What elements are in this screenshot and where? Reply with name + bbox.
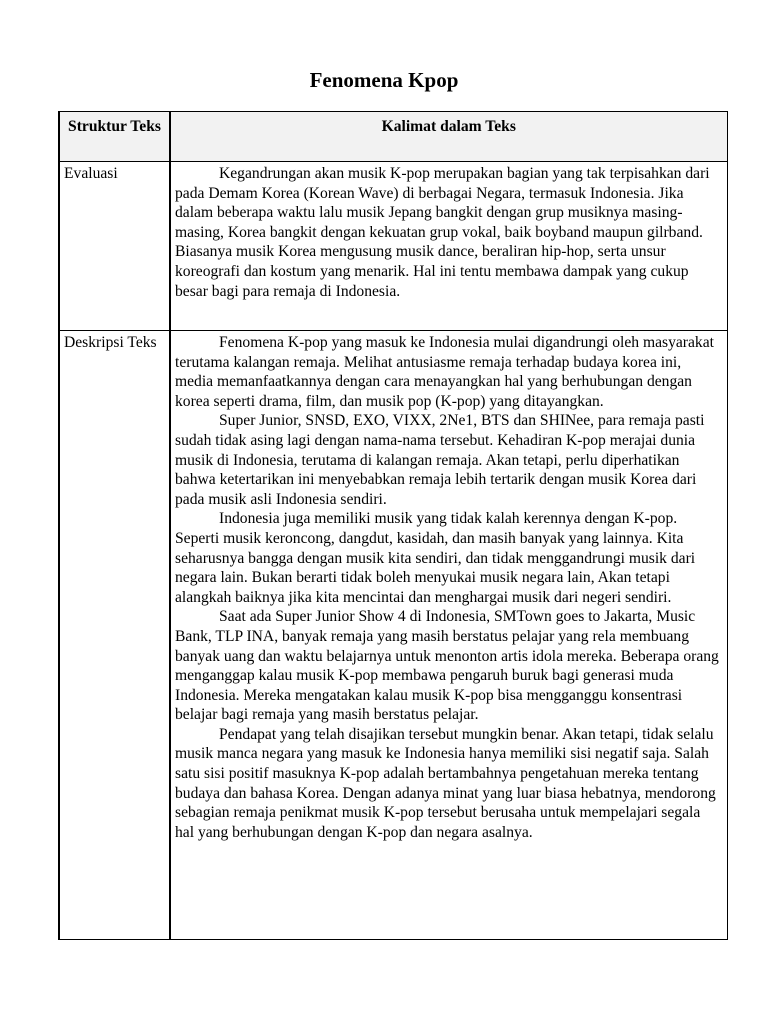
row-text-evaluasi — [170, 162, 727, 331]
structure-table — [58, 111, 728, 940]
document-title: Fenomena Kpop — [309, 68, 459, 92]
paragraph: Saat ada Super Junior Show 4 di Indonesia, SMTown goes to Jakarta, Music Bank, TLP INA, banyak remaja yang masih berstatus pelajar yang rela membuang banyak uang dan waktu belajarnya untuk menonton artis idola mereka. Beberapa orang menganggap kalau musik K-pop membawa pengaruh buruk bagi generasi muda Indonesia. Mereka mengatakan kalau musik K-pop bisa mengganggu konsentrasi belajar bagi remaja yang masih berstatus pelajar. — [175, 608, 719, 724]
paragraph: Pendapat yang telah disajikan tersebut mungkin benar. Akan tetapi, tidak selalu musik manca negara yang masuk ke Indonesia hanya memiliki sisi negatif saja. Salah satu sisi positif masuknya K-pop adalah bertambahnya pengetahuan mereka tentang budaya dan bahasa Korea. Dengan adanya minat yang luar biasa hebatnya, mendorong sebagian remaja penikmat musik K-pop tersebut berusaha untuk mempelajari segala hal yang berhubungan dengan K-pop dan negara asalnya. — [175, 725, 716, 841]
header-struktur-teks: Struktur Teks — [59, 112, 170, 162]
paragraph: Kegandrungan akan musik K-pop merupakan bagian yang tak terpisahkan dari pada Demam Korea (Korean Wave) di berbagai Negara, termasuk Indonesia. Jika dalam beberapa waktu lalu musik Jepang bangkit dengan grup musiknya masing-masing, Korea bangkit dengan kekuatan grup vokal, baik boyband maupun gilrband. Biasanya musik Korea mengusung musik dance, beraliran hip-hop, serta unsur koreografi dan kostum yang menarik. Hal ini tentu membawa dampak yang cukup besar bagi para remaja di Indonesia. — [175, 165, 710, 300]
paragraph: Super Junior, SNSD, EXO, VIXX, 2Ne1, BTS dan SHINee, para remaja pasti sudah tidak asing lagi dengan nama-nama tersebut. Kehadiran K-pop merajai dunia musik di Indonesia, terutama di kalangan remaja. Akan tetapi, perlu diperhatikan bahwa ketertarikan ini menyebabkan remaja lebih tertarik dengan musik Korea dari pada musik asli Indonesia sendiri. — [175, 412, 705, 508]
table-header-row — [59, 112, 727, 162]
header-kalimat-dalam-teks: Kalimat dalam Teks — [170, 112, 727, 162]
table-row — [59, 162, 727, 331]
row-text-deskripsi-teks — [170, 331, 727, 940]
table-row — [59, 331, 727, 940]
row-label-deskripsi-teks: Deskripsi Teks — [59, 331, 170, 940]
paragraph: Fenomena K-pop yang masuk ke Indonesia mulai digandrungi oleh masyarakat terutama kalangan remaja. Melihat antusiasme remaja terhadap budaya korea ini, media memanfaatkannya dengan cara menayangkan hal yang berhubungan dengan korea seperti drama, film, dan musik pop (K-pop) yang ditayangkan. — [175, 334, 714, 410]
paragraph: Indonesia juga memiliki musik yang tidak kalah kerennya dengan K-pop. Seperti musik keroncong, dangdut, kasidah, dan masih banyak yang lainnya. Kita seharusnya bangga dengan musik kita sendiri, dan tidak menggandrungi musik dari negara lain. Bukan berarti tidak boleh menyukai musik negara lain, Akan tetapi alangkah baiknya jika kita mencintai dan menghargai musik dari negeri sendiri. — [175, 510, 696, 606]
row-label-evaluasi: Evaluasi — [59, 162, 170, 331]
